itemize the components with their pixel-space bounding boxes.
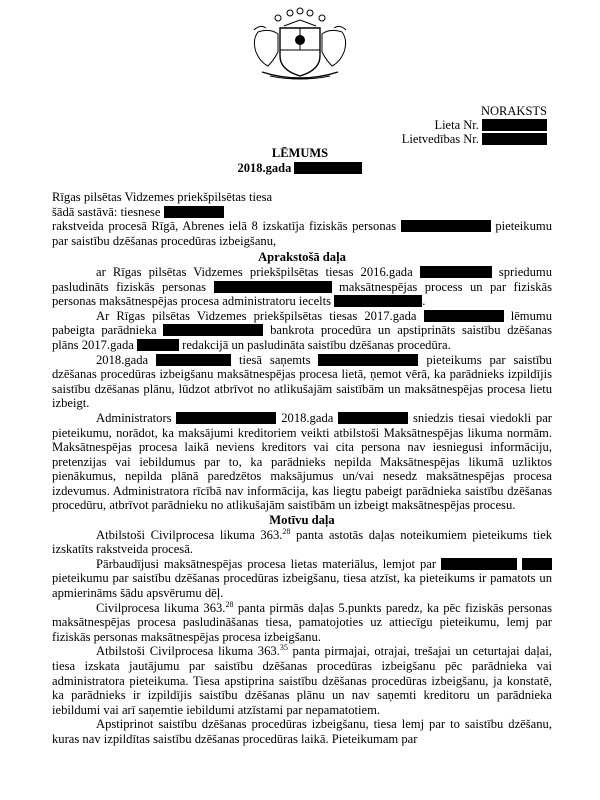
- document-date: 2018.gada: [237, 161, 292, 175]
- registry-label: Lietvedības Nr.: [401, 132, 479, 146]
- paragraph-p2: Ar Rīgas pilsētas Vidzemes priekšpilsētas tiesas 2017.gada lēmumu pabeigta parādnieka bankrota procedūra un apstiprināts saistību dzēšanas plāns 2017.gada redakcijā un pasludināta saistību dzēšanas procedūra.: [52, 308, 553, 352]
- redaction-bar: [482, 119, 547, 131]
- paragraph-p8: Atbilstoši Civilprocesa likuma 363.35 panta pirmajai, otrajai, trešajai un ceturtajai daļai, tiesa izskata jautājumu par saistību dzēšanas procedūras izbeigšanu pēc parādnieka vai administratora pieteikuma. Tiesa apstiprina saistību dzēšanas procedūras izbeigšanu, ja konstatē, ka parādnieks ir izpildījis saistību dzēšanas plānu un nav saņemti kreditoru un parādnieka iebildumi vai arī saņemtie iebildumi atzīstami par nepamatotiem.: [52, 643, 552, 717]
- paragraph-intro: rakstveida procesā Rīgā, Abrenes ielā 8 izskatīja fiziskās personas pieteikumu par saistību dzēšanas procedūras izbeigšanu,: [52, 219, 552, 248]
- paragraph-p4: Administrators 2018.gada sniedzis tiesai viedokli par pieteikumu, norādot, ka maksājumi kreditoriem veikti atbilstoši Maksātnespējas likuma normām. Maksātnespējas procesa laikā neviens kreditors vai cita persona nav iesniegusi informāciju, pretenzijas vai iebildumus par to, ka parādnieks nepilda Maksātnespējas likumā uzliktos pienākumus, nepilda plānā paredzētos maksājumus un/vai nesedz maksātnespējas procesa izdevumus. Administratora rīcībā nav informācija, kas liegtu pabeigt parādnieka saistību dzēšanas procedūru, atbrīvot parādnieku no atlikušajām saistībām un izbeigt maksātnespējas procesu.: [52, 410, 552, 513]
- document-date-line: [0, 161, 600, 176]
- case-label: Lieta Nr.: [434, 118, 479, 132]
- coat-of-arms-emblem: [240, 4, 360, 84]
- paragraph-p9: Apstiprinot saistību dzēšanas procedūras izbeigšanu, tiesa lemj par to saistību dzēšanu, kuras nav izpildītas saistību dzēšanas procedūras laikā. Pieteikumam par: [52, 717, 552, 746]
- redaction-bar: [334, 295, 422, 307]
- redaction-bar: [424, 310, 504, 322]
- redaction-bar: [441, 558, 517, 570]
- paragraph-p3: 2018.gada tiesā saņemts pieteikums par saistību dzēšanas procedūras izbeigšanu maksātnespējas procesa lietā, ņemot vērā, ka parādnieks izpildījis saistību dzēšanas plānu, lūdzot atbrīvot no atlikušajām saistībām un maksātnespējas procesa lietu izbeigt.: [52, 352, 552, 411]
- paragraph-sect1: Aprakstošā daļa: [258, 250, 346, 265]
- paragraph-p7: Civilprocesa likuma 363.28 panta pirmās daļas 5.punkts paredz, ka pēc fiziskās personas maksātnespējas procesa pasludināšanas tiesa, pamatojoties uz attiecīgu pieteikumu, lemj par fiziskās personas maksātnespējas procesa izbeigšanu.: [52, 599, 552, 644]
- redaction-bar: [482, 133, 547, 145]
- paragraph-p5: Atbilstoši Civilprocesa likuma 363.28 panta astotās daļas noteikumiem pieteikums tiek izskatīts rakstveida procesā.: [52, 526, 552, 557]
- paragraph-p6: Pārbaudījusi maksātnespējas procesa lietas materiālus, lemjot par pieteikumu par saistību dzēšanas procedūras izbeigšanu, tiesa atzīst, ka pieteikums ir pamatots un apmierināms šādu apsvērumu dēļ.: [52, 556, 552, 601]
- redaction-bar: [318, 354, 418, 366]
- paragraph-p1: ar Rīgas pilsētas Vidzemes priekšpilsētas tiesas 2016.gada spriedumu pasludināts fiziskās personas maksātnespējas process un par fiziskās personas maksātnespējas procesa administratoru iecelts .: [52, 264, 552, 309]
- noraksts-label: NORAKSTS: [481, 104, 547, 118]
- redaction-bar: [214, 281, 332, 293]
- document-body: [52, 190, 552, 747]
- registry-number-line: [402, 132, 547, 147]
- redaction-bar: [294, 162, 362, 174]
- redaction-bar: [163, 324, 263, 336]
- case-number-line: [434, 118, 547, 133]
- redaction-bar: [522, 558, 552, 570]
- redaction-bar: [164, 206, 224, 218]
- redaction-bar: [176, 412, 276, 424]
- paragraph-court: Rīgas pilsētas Vidzemes priekšpilsētas tiesa: [52, 190, 273, 204]
- redaction-bar: [420, 266, 492, 278]
- redaction-bar: [401, 220, 491, 232]
- paragraph-composition: šādā sastāvā: tiesnese: [52, 205, 552, 220]
- redaction-bar: [156, 354, 231, 366]
- redaction-bar: [137, 339, 179, 351]
- paragraph-sect2: Motīvu daļa: [269, 513, 335, 528]
- document-title: LĒMUMS: [271, 146, 329, 160]
- redaction-bar: [338, 412, 408, 424]
